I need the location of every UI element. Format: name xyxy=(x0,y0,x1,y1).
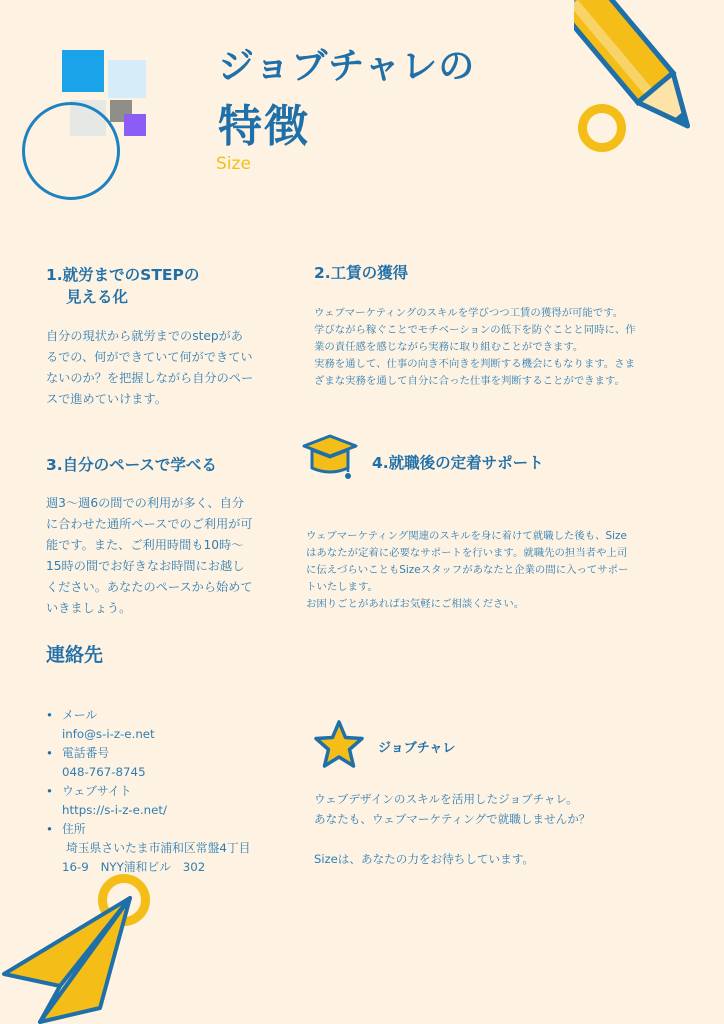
feature-1-line: スで進めていけます。 xyxy=(46,392,167,406)
contact-label: 電話番号 xyxy=(62,746,110,760)
feature-1-line: るでの、何ができていて何ができてい xyxy=(46,350,253,364)
circle-outline xyxy=(22,102,120,200)
square-blue xyxy=(62,50,104,92)
phone-link[interactable]: 048-767-8745 xyxy=(62,765,146,779)
contact-item-email xyxy=(46,706,276,744)
contact-list xyxy=(46,706,276,877)
feature-1-heading-line2: 見える化 xyxy=(66,288,129,306)
feature-4-heading: 4.就職後の定着サポート xyxy=(372,454,544,472)
promo-line: あなたも、ウェブマーケティングで就職しませんか？ xyxy=(314,812,591,826)
feature-4-line: お困りごとがあればお気軽にご相談ください。 xyxy=(306,598,525,610)
paper-plane-icon xyxy=(0,890,140,1024)
feature-3-line: いきましょう。 xyxy=(46,601,132,615)
feature-4-body xyxy=(306,528,666,613)
feature-4-line: トいたします。 xyxy=(306,581,378,593)
feature-3-body xyxy=(46,493,286,619)
contact-item-phone xyxy=(46,744,276,782)
feature-3-line: 15時の間でお好きなお時間にお越し xyxy=(46,559,245,573)
promo-line: ウェブデザインのスキルを活用したジョブチャレ。 xyxy=(314,792,578,806)
contact-item-address xyxy=(46,820,276,877)
square-light xyxy=(108,60,146,98)
feature-1-heading xyxy=(46,264,276,308)
ring-icon xyxy=(578,104,626,152)
feature-2-line: 実務を通して、仕事の向き不向きを判断する機会にもなります。さま xyxy=(314,358,636,370)
promo-body xyxy=(314,789,694,869)
feature-1-line: ないのか？を把握しながら自分のペー xyxy=(46,371,254,385)
feature-3-line: ください。あなたのペースから始めて xyxy=(46,580,253,594)
feature-1-line: 自分の現状から就労までのstepがあ xyxy=(46,329,243,343)
brand-name: Size xyxy=(216,154,251,174)
feature-2-line: 業の責任感を感じながら実務に取り組むことができます。 xyxy=(314,341,584,353)
feature-4-line: はあなたが定着に必要なサポートを行います。就職先の担当者や上司 xyxy=(306,547,628,559)
feature-1-heading-line1: 1.就労までのSTEPの xyxy=(46,266,200,284)
feature-4-line: ウェブマーケティング関連のスキルを身に着けて就職した後も、Size xyxy=(306,530,627,542)
feature-2-line: ウェブマーケティングのスキルを学びつつ工賃の獲得が可能です。 xyxy=(314,307,624,319)
promo-heading: ジョブチャレ xyxy=(378,741,456,756)
contact-label: メール xyxy=(62,708,98,722)
feature-2-line: 学びながら稼ぐことでモチベーションの低下を防ぐことと同時に、作 xyxy=(314,324,636,336)
address-line: 16-9 NYY浦和ビル 302 xyxy=(62,860,206,874)
square-purple xyxy=(124,114,146,136)
contact-heading: 連絡先 xyxy=(46,644,104,666)
contact-label: ウェブサイト xyxy=(62,784,132,798)
feature-2-line: ざまな実務を通して自分に合った仕事を判断することができます。 xyxy=(314,375,625,387)
promo-line: Sizeは、あなたの力をお待ちしています。 xyxy=(314,852,534,866)
feature-3-line: 週3〜週6の間での利用が多く、自分 xyxy=(46,496,245,510)
feature-3-heading: 3.自分のペースで学べる xyxy=(46,456,217,474)
feature-4-line: に伝えづらいこともSizeスタッフがあなたと企業の間に入ってサポー xyxy=(306,564,629,576)
email-link[interactable]: info@s-i-z-e.net xyxy=(62,727,155,741)
star-icon xyxy=(312,718,366,772)
feature-1-body xyxy=(46,326,286,410)
address-line: 埼玉県さいたま市浦和区常盤4丁目 xyxy=(66,841,251,855)
logo-graphic xyxy=(22,48,152,198)
feature-3-line: 能です。また、ご利用時間も10時〜 xyxy=(46,538,244,552)
website-link[interactable]: https://s-i-z-e.net/ xyxy=(62,803,168,817)
title-line-2: 特徴 xyxy=(218,101,310,152)
promo-line xyxy=(314,829,694,849)
feature-2-body xyxy=(314,305,674,390)
feature-2-heading: 2.工賃の獲得 xyxy=(314,264,409,282)
feature-3-line: に合わせた通所ペースでのご利用が可 xyxy=(46,517,253,531)
title-line-1: ジョブチャレの xyxy=(218,46,476,87)
contact-item-website xyxy=(46,782,276,820)
contact-label: 住所 xyxy=(62,822,86,836)
graduation-cap-icon xyxy=(302,432,358,488)
